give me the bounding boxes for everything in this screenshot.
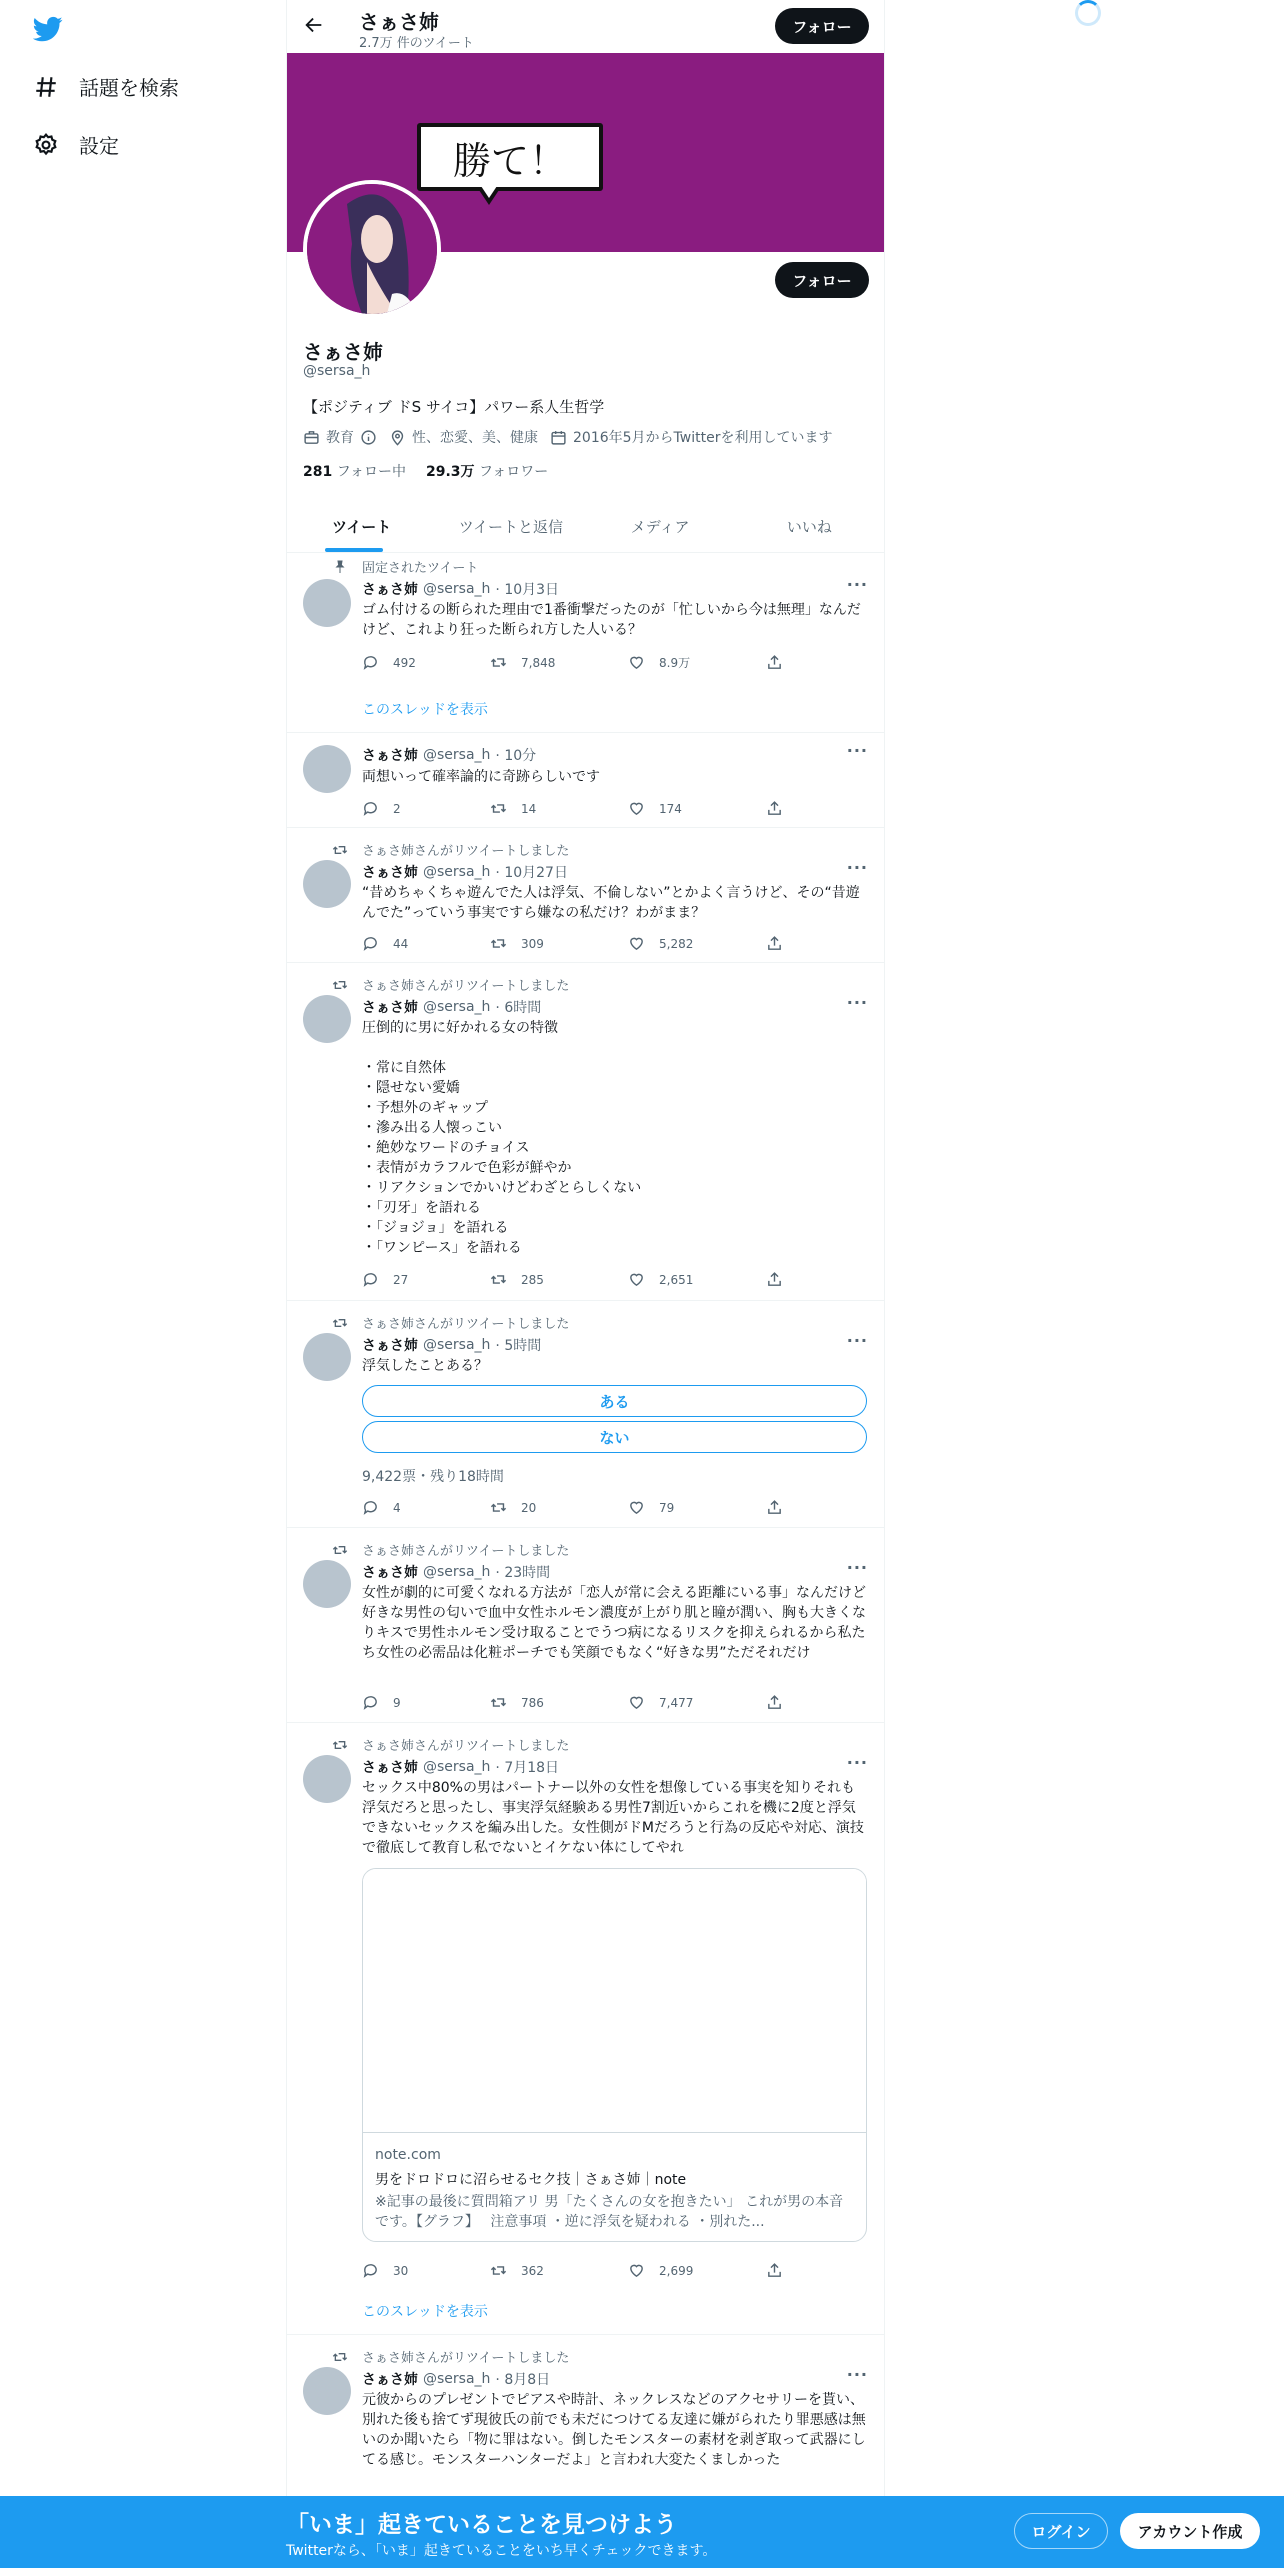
link-card-image	[363, 1869, 867, 2133]
avatar[interactable]	[303, 1755, 351, 1803]
retweet-icon	[490, 1271, 507, 1288]
more-options-icon[interactable]: ···	[846, 741, 868, 760]
tweet-text: 元彼からのプレゼントでピアスや時計、ネックレスなどのアクセサリーを貰い、別れた後も捨てず現彼氏の前でも未だにつけてる友達に嫌がられたり罪悪感は無いのか聞いたら「物に罪はない。倒したモンスターの素材を剥ぎ取って武器にしてる感じ。モンスターハンターだよ」と言われ大変たくましかった	[362, 2392, 866, 2468]
profile-handle: @sersa_h	[303, 363, 371, 379]
retweet-button[interactable]	[490, 1499, 536, 1516]
profile-avatar[interactable]	[303, 180, 441, 318]
like-count: 2,651	[659, 1272, 694, 1287]
share-button[interactable]	[766, 935, 783, 952]
profile-name: さぁさ姉	[303, 340, 383, 364]
retweet-button[interactable]	[490, 935, 544, 952]
tweet-author-handle[interactable]: @sersa_h	[423, 1337, 491, 1353]
like-button[interactable]	[628, 800, 682, 817]
reply-icon	[362, 935, 379, 952]
like-count: 174	[659, 801, 682, 816]
tweet-author-handle[interactable]: @sersa_h	[423, 581, 491, 597]
tweet-header	[362, 997, 541, 1017]
like-count: 79	[659, 1500, 675, 1515]
retweet-icon	[490, 654, 507, 671]
tweet-author-handle[interactable]: @sersa_h	[423, 747, 491, 763]
retweet-icon	[490, 1694, 507, 1711]
tweet-time[interactable]: · 10分	[495, 748, 537, 764]
tweet-context	[332, 557, 478, 576]
tweet-author-handle[interactable]: @sersa_h	[423, 864, 491, 880]
tweet-text: 浮気したことある？	[362, 1358, 488, 1374]
login-button[interactable]: ログイン	[1014, 2513, 1108, 2549]
tweet-text: 圧倒的に男に好かれる女の特徴 ・常に自然体 ・隠せない愛嬌 ・予想外のギャップ ・滲み出る人懐っこい ・絶妙なワードのチョイス ・表情がカラフルで色彩が鮮やか ・リアクションでかいけどわざとらしくない ・「刃牙」を語れる ・「ジョジョ」を語れる ・「ワンピース」を語れる	[362, 1020, 642, 1256]
tab-likes[interactable]: いいね	[786, 517, 832, 536]
tweet[interactable]	[287, 1528, 884, 1723]
reply-button[interactable]	[362, 2262, 408, 2279]
header-follow-button[interactable]: フォロー	[775, 8, 869, 44]
banner-bubble-tail-inner	[481, 186, 497, 198]
more-options-icon[interactable]: ···	[846, 2365, 868, 2384]
twitter-logo-icon[interactable]	[33, 14, 63, 48]
tweet-author-name[interactable]: さぁさ姉	[362, 865, 418, 881]
more-options-icon[interactable]: ···	[846, 1558, 868, 1577]
like-count: 5,282	[659, 936, 694, 951]
tweet[interactable]	[287, 733, 884, 828]
heart-icon	[628, 1271, 645, 1288]
following-link[interactable]	[303, 461, 406, 481]
retweet-icon	[332, 842, 348, 858]
more-options-icon[interactable]: ···	[846, 858, 868, 877]
like-count: 7,477	[659, 1695, 694, 1710]
briefcase-icon	[303, 429, 320, 446]
like-button[interactable]	[628, 654, 690, 671]
more-options-icon[interactable]: ···	[846, 993, 868, 1012]
tweet-time[interactable]: · 23時間	[495, 1565, 551, 1581]
nav-settings-label: 設定	[79, 134, 119, 158]
tweet-header	[362, 2369, 550, 2389]
tweet-header	[362, 862, 568, 882]
tweet-author-name[interactable]: さぁさ姉	[362, 2372, 418, 2388]
more-options-icon[interactable]: ···	[846, 1331, 868, 1350]
back-arrow-icon[interactable]	[303, 14, 325, 40]
tweet-author-name[interactable]: さぁさ姉	[362, 1760, 418, 1776]
reply-icon	[362, 800, 379, 817]
followers-count: 29.3万	[426, 464, 475, 480]
retweet-button[interactable]	[490, 654, 555, 671]
more-options-icon[interactable]: ···	[846, 1753, 868, 1772]
profile-header-bar	[287, 0, 884, 53]
nav-settings[interactable]	[33, 130, 119, 159]
reply-count: 492	[393, 655, 416, 670]
tweet-context-label: さぁさ姉さんがリツイートしました	[362, 844, 570, 859]
tweet-author-name[interactable]: さぁさ姉	[362, 1338, 418, 1354]
retweet-icon	[332, 1737, 348, 1753]
retweet-icon	[490, 1499, 507, 1516]
retweet-icon	[490, 935, 507, 952]
tweet[interactable]	[287, 1301, 884, 1528]
avatar[interactable]	[303, 1333, 351, 1381]
profile-follow-stats	[303, 461, 548, 481]
tab-media[interactable]: メディア	[630, 517, 690, 536]
retweet-count: 786	[521, 1695, 544, 1710]
like-button[interactable]	[628, 935, 693, 952]
tweet-header	[362, 1757, 559, 1777]
share-icon	[766, 800, 783, 817]
retweet-count: 362	[521, 2263, 544, 2278]
share-button[interactable]	[766, 1694, 783, 1711]
tweet-text: セックス中80%の男はパートナー以外の女性を想像している事実を知りそれも浮気だろと思ったし、事実浮気経験ある男性7割近いからこれを機に2度と浮気できないセックスを編み出した。女性側がドMだろうと行為の反応や対応、演技で徹底して教育し私でないとイケない体にしてやれ	[362, 1780, 864, 1856]
retweet-icon	[332, 977, 348, 993]
heart-icon	[628, 2262, 645, 2279]
reply-icon	[362, 2262, 379, 2279]
tweet-time[interactable]: · 8月8日	[495, 2372, 551, 2388]
share-button[interactable]	[766, 1271, 783, 1288]
retweet-icon	[332, 1315, 348, 1331]
reply-icon	[362, 654, 379, 671]
tweet-header	[362, 579, 559, 599]
tweet-author-handle[interactable]: @sersa_h	[423, 1564, 491, 1580]
tweet-header	[362, 745, 536, 765]
poll-meta: 9,422票・残り18時間	[362, 1469, 504, 1485]
retweet-icon	[490, 800, 507, 817]
share-icon	[766, 654, 783, 671]
link-card[interactable]	[362, 1868, 867, 2242]
heart-icon	[628, 654, 645, 671]
heart-icon	[628, 800, 645, 817]
tweet-context	[332, 2347, 569, 2366]
link-card-description: ※記事の最後に質問箱アリ 男「たくさんの女を抱きたい」 これが男の本音です。【グラフ】 注意事項 ・逆に浮気を疑われる ・別れた...	[375, 2194, 844, 2230]
tweet-author-name[interactable]: さぁさ姉	[362, 582, 418, 598]
tweet-author-name[interactable]: さぁさ姉	[362, 1565, 418, 1581]
reply-button[interactable]	[362, 1271, 408, 1288]
tweet[interactable]	[287, 2335, 884, 2515]
avatar[interactable]	[303, 2367, 351, 2415]
profile-joined: 2016年5月からTwitterを利用しています	[573, 430, 833, 446]
avatar[interactable]	[303, 579, 351, 627]
tweet-author-name[interactable]: さぁさ姉	[362, 1000, 418, 1016]
reply-icon	[362, 1694, 379, 1711]
following-count: 281	[303, 464, 333, 480]
tweet-header	[362, 1562, 550, 1582]
profile-follow-button[interactable]: フォロー	[775, 262, 869, 298]
show-thread-link[interactable]: このスレッドを表示	[362, 2304, 488, 2320]
profile-bio: 【ポジティブ ドS サイコ】パワー系人生哲学	[303, 398, 605, 416]
share-icon	[766, 2262, 783, 2279]
heart-icon	[628, 935, 645, 952]
tweet-time[interactable]: · 6時間	[495, 1000, 542, 1016]
loading-spinner-icon	[1075, 0, 1101, 26]
followers-link[interactable]	[426, 461, 548, 481]
share-icon	[766, 1694, 783, 1711]
profile-location: 性、恋愛、美、健康	[412, 430, 538, 446]
show-thread-link[interactable]: このスレッドを表示	[362, 702, 488, 718]
retweet-icon	[332, 1542, 348, 1558]
reply-count: 44	[393, 936, 409, 951]
tweet-text: 女性が劇的に可愛くなれる方法が「恋人が常に会える距離にいる事」なんだけど好きな男性の匂いで血中女性ホルモン濃度が上がり肌と瞳が潤い、胸も大きくなりキスで男性ホルモン受け取ることでうつ病になるリスクを抑えられるから私たち女性の必需品は化粧ポーチでも笑顔でもなく“好きな男”ただそれだけ	[362, 1585, 866, 1661]
heart-icon	[628, 1499, 645, 1516]
signup-banner-title: 「いま」起きていることを見つけよう	[286, 2512, 677, 2538]
tab-tweets-replies[interactable]: ツイートと返信	[458, 517, 563, 536]
share-button[interactable]	[766, 1499, 783, 1516]
reply-button[interactable]	[362, 1499, 401, 1516]
poll-option[interactable]: ある	[362, 1385, 867, 1417]
following-label: フォロー中	[336, 464, 406, 480]
followers-label: フォロワー	[479, 464, 549, 480]
gear-icon	[33, 132, 59, 158]
signup-button[interactable]: アカウント作成	[1120, 2513, 1260, 2549]
share-button[interactable]	[766, 2262, 783, 2279]
retweet-icon	[332, 2349, 348, 2365]
avatar[interactable]	[303, 860, 351, 908]
link-card-title: 男をドロドロに沼らせるセク技｜さぁさ姉｜note	[375, 2172, 687, 2188]
header-name: さぁさ姉	[359, 10, 439, 34]
avatar[interactable]	[303, 1560, 351, 1608]
profile-category: 教育	[326, 430, 354, 446]
retweet-count: 14	[521, 801, 537, 816]
tweet-context-label: さぁさ姉さんがリツイートしました	[362, 979, 570, 994]
tweet-context-label: 固定されたツイート	[362, 561, 479, 576]
tweet-context-label: さぁさ姉さんがリツイートしました	[362, 2351, 570, 2366]
banner-speech-bubble: 勝て！	[417, 123, 603, 191]
share-button[interactable]	[766, 800, 783, 817]
tweet[interactable]	[287, 553, 884, 733]
retweet-button[interactable]	[490, 2262, 544, 2279]
tweet[interactable]	[287, 1723, 884, 2335]
like-button[interactable]	[628, 1499, 674, 1516]
avatar[interactable]	[303, 745, 351, 793]
tweet[interactable]	[287, 963, 884, 1301]
reply-count: 4	[393, 1500, 401, 1515]
retweet-count: 20	[521, 1500, 537, 1515]
tweet-context	[332, 975, 569, 994]
retweet-button[interactable]	[490, 800, 536, 817]
reply-button[interactable]	[362, 800, 401, 817]
reply-count: 27	[393, 1272, 409, 1287]
retweet-count: 285	[521, 1272, 544, 1287]
retweet-button[interactable]	[490, 1694, 544, 1711]
hashtag-icon	[33, 74, 59, 100]
profile-meta	[303, 427, 832, 447]
like-count: 2,699	[659, 2263, 694, 2278]
like-button[interactable]	[628, 2262, 693, 2279]
profile-tabs	[287, 500, 884, 553]
tweet-context	[332, 1313, 569, 1332]
calendar-icon	[550, 429, 567, 446]
like-button[interactable]	[628, 1271, 693, 1288]
tweet-header	[362, 1335, 541, 1355]
tweet-author-handle[interactable]: @sersa_h	[423, 1759, 491, 1775]
tweet-context-label: さぁさ姉さんがリツイートしました	[362, 1739, 570, 1754]
nav-explore-label: 話題を検索	[79, 76, 179, 100]
tweet-context	[332, 840, 569, 859]
tweet-time[interactable]: · 5時間	[495, 1338, 542, 1354]
retweet-button[interactable]	[490, 1271, 544, 1288]
reply-icon	[362, 1271, 379, 1288]
share-button[interactable]	[766, 654, 783, 671]
share-icon	[766, 1271, 783, 1288]
more-options-icon[interactable]: ···	[846, 575, 868, 594]
signup-banner-subtitle: Twitterなら、「いま」起きていることをいち早くチェックできます。	[286, 2543, 717, 2559]
tweet-text: 両想いって確率論的に奇跡らしいです	[362, 769, 600, 785]
share-icon	[766, 1499, 783, 1516]
reply-count: 30	[393, 2263, 409, 2278]
reply-icon	[362, 1499, 379, 1516]
retweet-count: 309	[521, 936, 544, 951]
nav-explore[interactable]	[33, 72, 179, 101]
tweet-context-label: さぁさ姉さんがリツイートしました	[362, 1544, 570, 1559]
reply-button[interactable]	[362, 654, 416, 671]
tab-tweets[interactable]: ツイート	[287, 500, 436, 552]
tweet-context-label: さぁさ姉さんがリツイートしました	[362, 1317, 570, 1332]
info-icon[interactable]	[360, 429, 377, 446]
retweet-icon	[490, 2262, 507, 2279]
tweet-text: ゴム付けるの断られた理由で1番衝撃だったのが「忙しいから今は無理」なんだけど、これより狂った断られ方した人いる？	[362, 602, 861, 638]
heart-icon	[628, 1694, 645, 1711]
tweet-author-handle[interactable]: @sersa_h	[423, 999, 491, 1015]
poll-option[interactable]: ない	[362, 1421, 867, 1453]
reply-button[interactable]	[362, 1694, 401, 1711]
tweet-time[interactable]: · 7月18日	[495, 1760, 560, 1776]
header-tweet-count: 2.7万 件のツイート	[359, 36, 474, 51]
share-icon	[766, 935, 783, 952]
location-pin-icon	[389, 429, 406, 446]
avatar[interactable]	[303, 995, 351, 1043]
link-card-domain: note.com	[375, 2147, 441, 2163]
tweet-text: “昔めちゃくちゃ遊んでた人は浮気、不倫しない”とかよく言うけど、その“昔遊んでた”っていう事実ですら嫌なの私だけ？わがまま？	[362, 885, 860, 921]
like-button[interactable]	[628, 1694, 693, 1711]
tweet-context	[332, 1540, 569, 1559]
reply-count: 2	[393, 801, 401, 816]
signup-banner	[0, 2496, 1284, 2568]
pin-icon	[332, 559, 348, 575]
retweet-count: 7,848	[521, 655, 556, 670]
tweet[interactable]	[287, 828, 884, 963]
reply-button[interactable]	[362, 935, 408, 952]
reply-count: 9	[393, 1695, 401, 1710]
tweet-author-name[interactable]: さぁさ姉	[362, 748, 418, 764]
main-column	[286, 0, 885, 2568]
like-count: 8.9万	[659, 656, 691, 670]
tweet-author-handle[interactable]: @sersa_h	[423, 2371, 491, 2387]
tweet-time[interactable]: · 10月27日	[495, 865, 568, 881]
tweet-time[interactable]: · 10月3日	[495, 582, 560, 598]
tweet-context	[332, 1735, 569, 1754]
